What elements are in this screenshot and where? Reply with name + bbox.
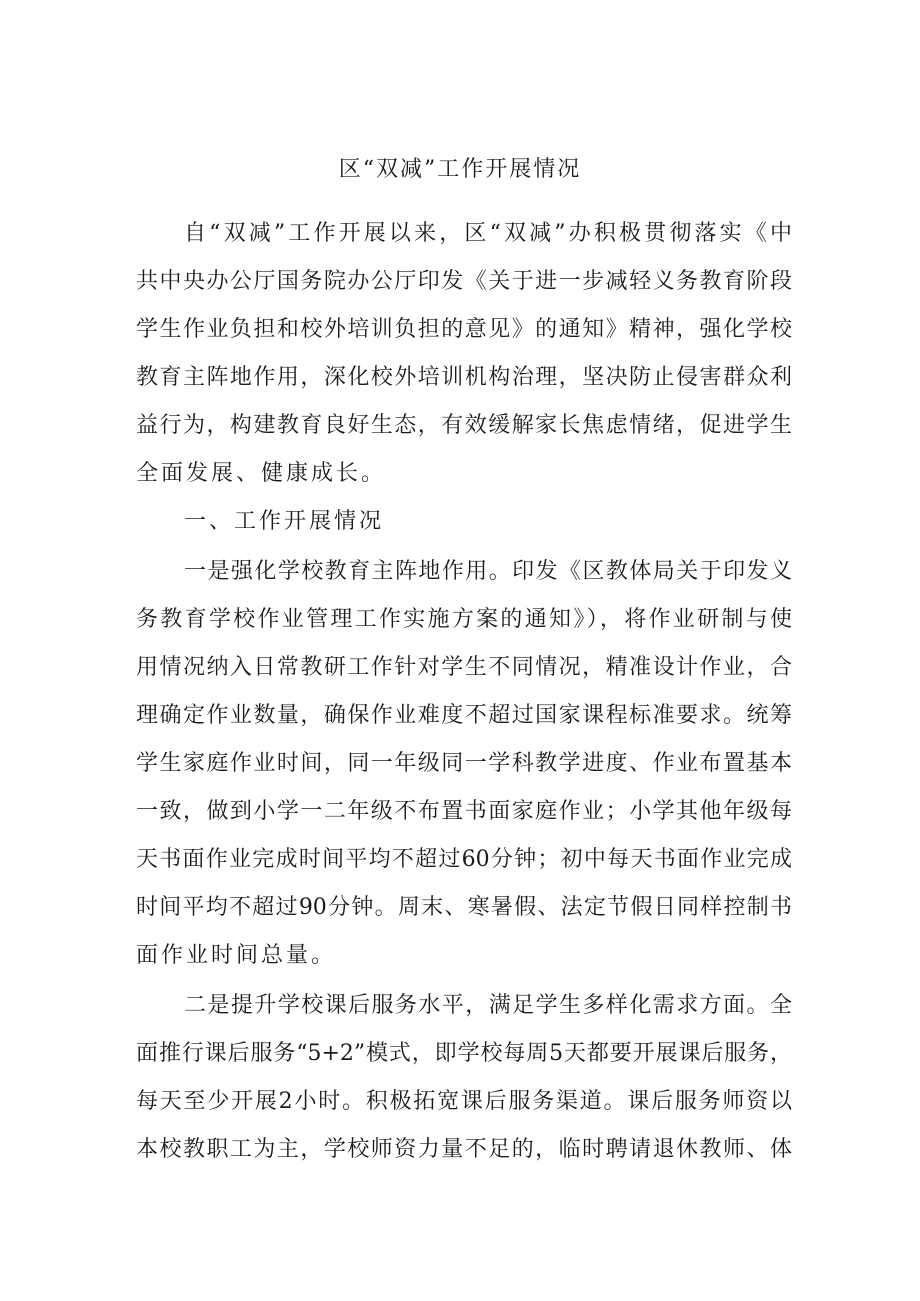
paragraph-2-line-9: 面作业时间总量。 bbox=[136, 943, 337, 968]
paragraph-3-line-2: 面推行课后服务“5+2”模式，即学校每周5天都要开展课后服务， bbox=[136, 1041, 792, 1066]
paragraph-3-line-4: 本校教职工为主，学校师资力量不足的，临时聘请退休教师、体 bbox=[136, 1137, 792, 1162]
paragraph-2-line-3: 用情况纳入日常教研工作针对学生不同情况，精准设计作业，合 bbox=[136, 655, 792, 680]
document-title: 区“双减”工作开展情况 bbox=[338, 157, 582, 182]
section-heading: 一、工作开展情况 bbox=[184, 509, 385, 534]
paragraph-1-line-3: 学生作业负担和校外培训负担的意见》的通知》精神，强化学校 bbox=[136, 317, 792, 342]
paragraph-2-line-7: 天书面作业完成时间平均不超过60分钟；初中每天书面作业完成 bbox=[136, 847, 792, 872]
paragraph-1-line-6: 全面发展、健康成长。 bbox=[136, 461, 387, 486]
paragraph-3-line-3: 每天至少开展2小时。积极拓宽课后服务渠道。课后服务师资以 bbox=[136, 1089, 792, 1114]
paragraph-1-line-2: 共中央办公厅国务院办公厅印发《关于进一步减轻义务教育阶段 bbox=[136, 269, 792, 294]
paragraph-1-line-5: 益行为，构建教育良好生态，有效缓解家长焦虑情绪，促进学生 bbox=[136, 413, 792, 438]
paragraph-2-line-5: 学生家庭作业时间，同一年级同一学科教学进度、作业布置基本 bbox=[136, 751, 792, 776]
paragraph-1-line-4: 教育主阵地作用，深化校外培训机构治理，坚决防止侵害群众利 bbox=[136, 365, 792, 390]
paragraph-2-line-4: 理确定作业数量，确保作业难度不超过国家课程标准要求。统筹 bbox=[136, 703, 792, 728]
paragraph-2-line-8: 时间平均不超过90分钟。周末、寒暑假、法定节假日同样控制书 bbox=[136, 895, 792, 920]
paragraph-2-line-6: 一致，做到小学一二年级不布置书面家庭作业；小学其他年级每 bbox=[136, 799, 792, 824]
paragraph-2-line-1: 一是强化学校教育主阵地作用。印发《区教体局关于印发义 bbox=[184, 559, 792, 584]
paragraph-2-line-2: 务教育学校作业管理工作实施方案的通知》），将作业研制与使 bbox=[136, 607, 792, 632]
paragraph-1-line-1: 自“双减”工作开展以来，区“双减”办积极贯彻落实《中 bbox=[184, 221, 792, 246]
paragraph-3-line-1: 二是提升学校课后服务水平，满足学生多样化需求方面。全 bbox=[184, 993, 792, 1018]
